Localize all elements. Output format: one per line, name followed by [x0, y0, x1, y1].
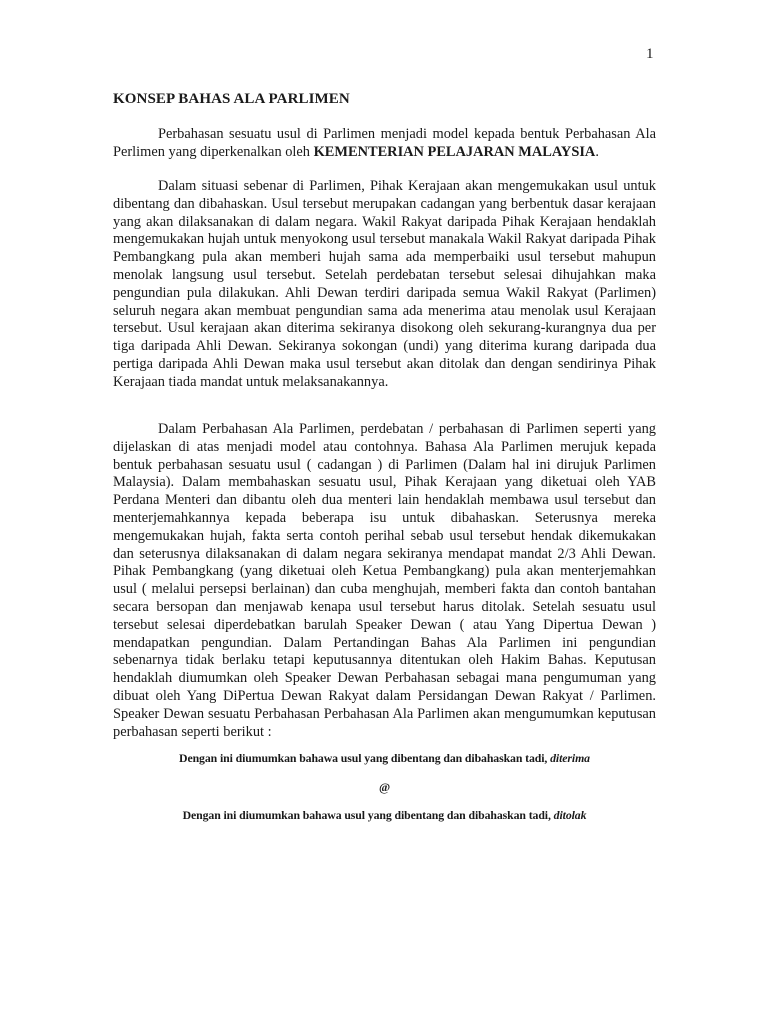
declaration-rejected-result: ditolak [553, 808, 587, 822]
declaration-rejected-text: Dengan ini diumumkan bahawa usul yang dibentang dan dibahaskan tadi, [182, 808, 554, 822]
paragraph-parliament-situation: Dalam situasi sebenar di Parlimen, Pihak Kerajaan akan mengemukakan usul untuk dibentang dan dibahaskan. Usul tersebut merupakan cadangan yang berbentuk dasar kerajaan yang akan dilaksanakan di dalam negara. Wakil Rakyat daripada Pihak Kerajaan hendaklah mengemukakan hujah untuk menyokong usul tersebut manakala Wakil Rakyat daripada Pihak Pembangkang pula akan memberi hujah sama ada memperbaiki usul tersebut mahupun menolak langsung usul tersebut. Setelah perdebatan tersebut selesai dihujahkan maka pengundian pula dilakukan. Ahli Dewan terdiri daripada semua Wakil Rakyat (Parlimen) seluruh negara akan membuat pengundian sama ada menerima atau menolak usul Kerajaan tersebut. Usul kerajaan akan diterima sekiranya disokong oleh sekurang-kurangnya dua per tiga daripada Ahli Dewan. Sekiranya sokongan (undi) yang diterima kurang daripada dua pertiga daripada Ahli Dewan maka usul tersebut akan ditolak dan dengan sendirinya Pihak Kerajaan tiada mandat untuk melaksanakannya. [113, 178, 656, 390]
page-number: 1 [646, 46, 654, 62]
declaration-accepted [113, 751, 656, 766]
declaration-rejected [113, 808, 656, 823]
declaration-accepted-text: Dengan ini diumumkan bahawa usul yang dibentang dan dibahaskan tadi, [179, 751, 551, 765]
ministry-name: KEMENTERIAN PELAJARAN MALAYSIA [313, 143, 596, 160]
declaration-separator: @ [378, 780, 391, 794]
paragraph-intro [113, 126, 656, 162]
paragraph-debate-format: Dalam Perbahasan Ala Parlimen, perdebatan / perbahasan di Parlimen seperti yang dijelaskan di atas menjadi model atau contohnya. Bahasa Ala Parlimen merujuk kepada bentuk perbahasan sesuatu usul ( cadangan ) di Parlimen (Dalam hal ini dirujuk Parlimen Malaysia). Dalam membahaskan sesuatu usul, Pihak Kerajaan yang diketuai oleh YAB Perdana Menteri dan dibantu oleh dua menteri lain hendaklah membawa usul tersebut dan menterjemahkannya kepada beberapa isu untuk dibahaskan. Seterusnya mereka mengemukakan hujah, fakta serta contoh perihal sebab usul tersebut hendak dikemukakan dan seterusnya dilaksanakan di dalam negara sekiranya mendapat mandat 2/3 Ahli Dewan. Pihak Pembangkang (yang diketuai oleh Ketua Pembangkang) pula akan menterjemahkan usul ( melalui persepsi berlainan) dan cuba menghujah, memberi fakta dan contoh bantahan secara bersopan dan menjawab kenapa usul tersebut harus ditolak. Setelah sesuatu usul tersebut selesai diperdebatkan barulah Speaker Dewan ( atau Yang Dipertua Dewan ) mendapatkan pengundian. Dalam Pertandingan Bahas Ala Parlimen ini pengundian sebenarnya tidak berlaku tetapi keputusannya ditentukan oleh Hakim Bahas. Keputusan hendaklah diumumkan oleh Speaker Dewan Perbahasan sebagai mana pengumuman yang dibuat oleh Yang DiPertua Dewan Rakyat dalam Persidangan Dewan Rakyat / Parlimen. Speaker Dewan sesuatu Perbahasan Perbahasan Ala Parlimen akan mengumumkan keputusan perbahasan seperti berikut : [113, 421, 656, 740]
declaration-accepted-result: diterima [550, 751, 590, 765]
document-title: KONSEP BAHAS ALA PARLIMEN [113, 91, 350, 107]
paragraph-intro-text: Perbahasan sesuatu usul di Parlimen menjadi model kepada bentuk Perbahasan Ala Perlimen yang diperkenalkan oleh [113, 126, 656, 160]
paragraph-intro-end: . [595, 143, 599, 160]
